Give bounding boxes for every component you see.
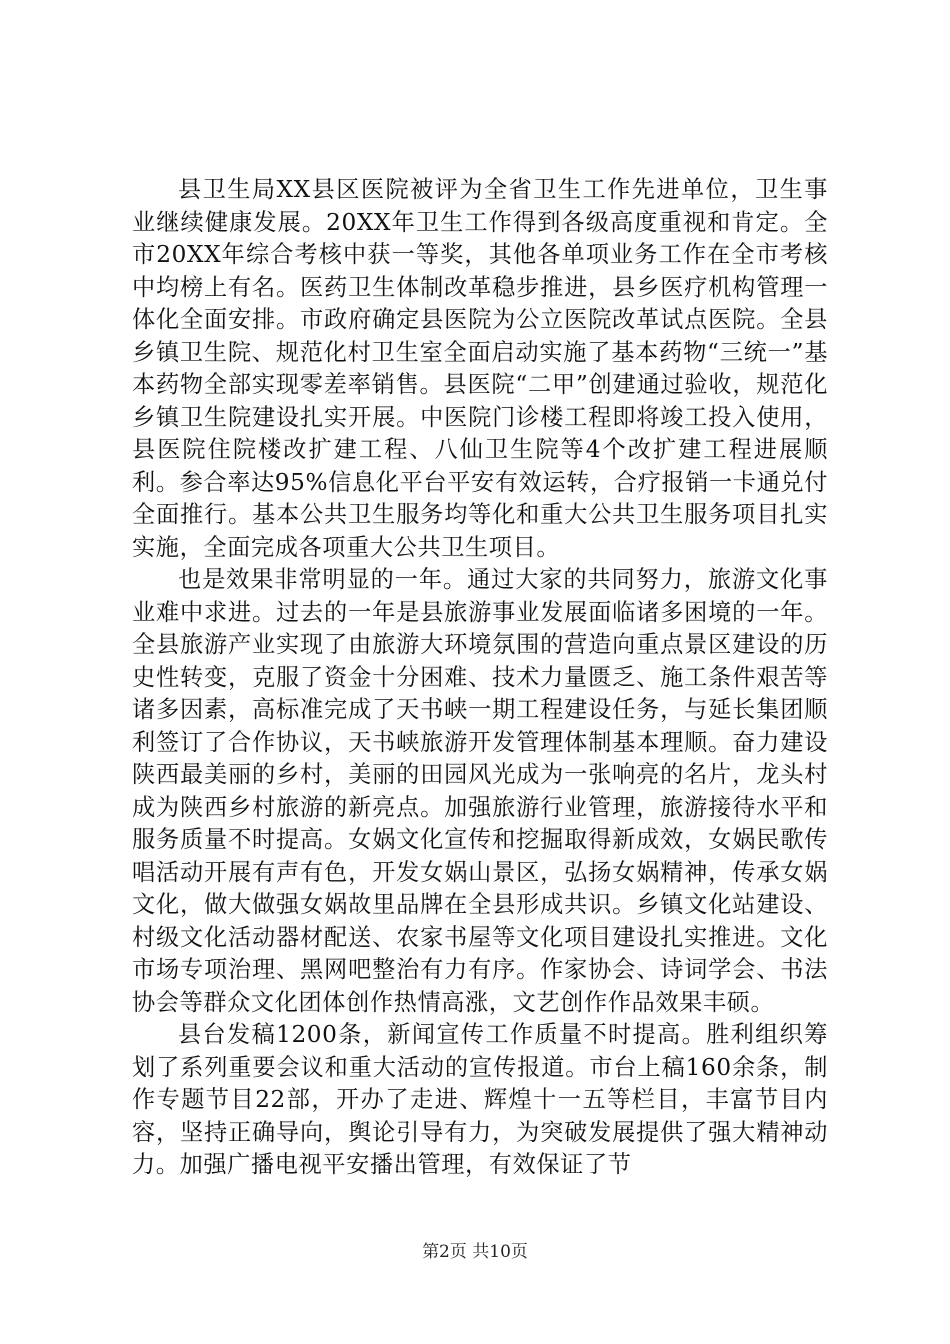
- document-body: [132, 174, 828, 1182]
- paragraph-health: 县卫生局XX县区医院被评为全省卫生工作先进单位，卫生事业继续健康发展。20XX年卫生工作得到各级高度重视和肯定。全市20XX年综合考核中获一等奖，其他各单项业务工作在全市考核中均榜上有名。医药卫生体制改革稳步推进，县乡医疗机构管理一体化全面安排。市政府确定县医院为公立医院改革试点医院。全县乡镇卫生院、规范化村卫生室全面启动实施了基本药物“三统一”基本药物全部实现零差率销售。县医院“二甲”创建通过验收，规范化乡镇卫生院建设扎实开展。中医院门诊楼工程即将竣工投入使用，县医院住院楼改扩建工程、八仙卫生院等4个改扩建工程进展顺利。参合率达95%信息化平台平安有效运转，合疗报销一卡通兑付全面推行。基本公共卫生服务均等化和重大公共卫生服务项目扎实实施，全面完成各项重大公共卫生项目。: [132, 176, 828, 561]
- paragraph-broadcasting: 县台发稿1200条，新闻宣传工作质量不时提高。胜利组织筹划了系列重要会议和重大活动的宣传报道。市台上稿160余条，制作专题节目22部，开办了走进、辉煌十一五等栏目，丰富节目内容，坚持正确导向，舆论引导有力，为突破发展提供了强大精神动力。加强广播电视平安播出管理，有效保证了节: [132, 1021, 828, 1178]
- paragraph-tourism-culture: 也是效果非常明显的一年。通过大家的共同努力，旅游文化事业难中求进。过去的一年是县旅游事业发展面临诸多困境的一年。全县旅游产业实现了由旅游大环境氛围的营造向重点景区建设的历史性转变，克服了资金十分困难、技术力量匮乏、施工条件艰苦等诸多因素，高标准完成了天书峡一期工程建设任务，与延长集团顺利签订了合作协议，天书峡旅游开发管理体制基本理顺。奋力建设陕西最美丽的乡村，美丽的田园风光成为一张响亮的名片，龙头村成为陕西乡村旅游的新亮点。加强旅游行业管理，旅游接待水平和服务质量不时提高。女娲文化宣传和挖掘取得新成效，女娲民歌传唱活动开展有声有色，开发女娲山景区，弘扬女娲精神，传承女娲文化，做大做强女娲故里品牌在全县形成共识。乡镇文化站建设、村级文化活动器材配送、农家书屋等文化项目建设扎实推进。文化市场专项治理、黑网吧整治有力有序。作家协会、诗词学会、书法协会等群众文化团体创作热情高涨，文艺创作作品效果丰硕。: [132, 566, 828, 1016]
- page-footer: 第2页 共10页: [422, 1242, 528, 1262]
